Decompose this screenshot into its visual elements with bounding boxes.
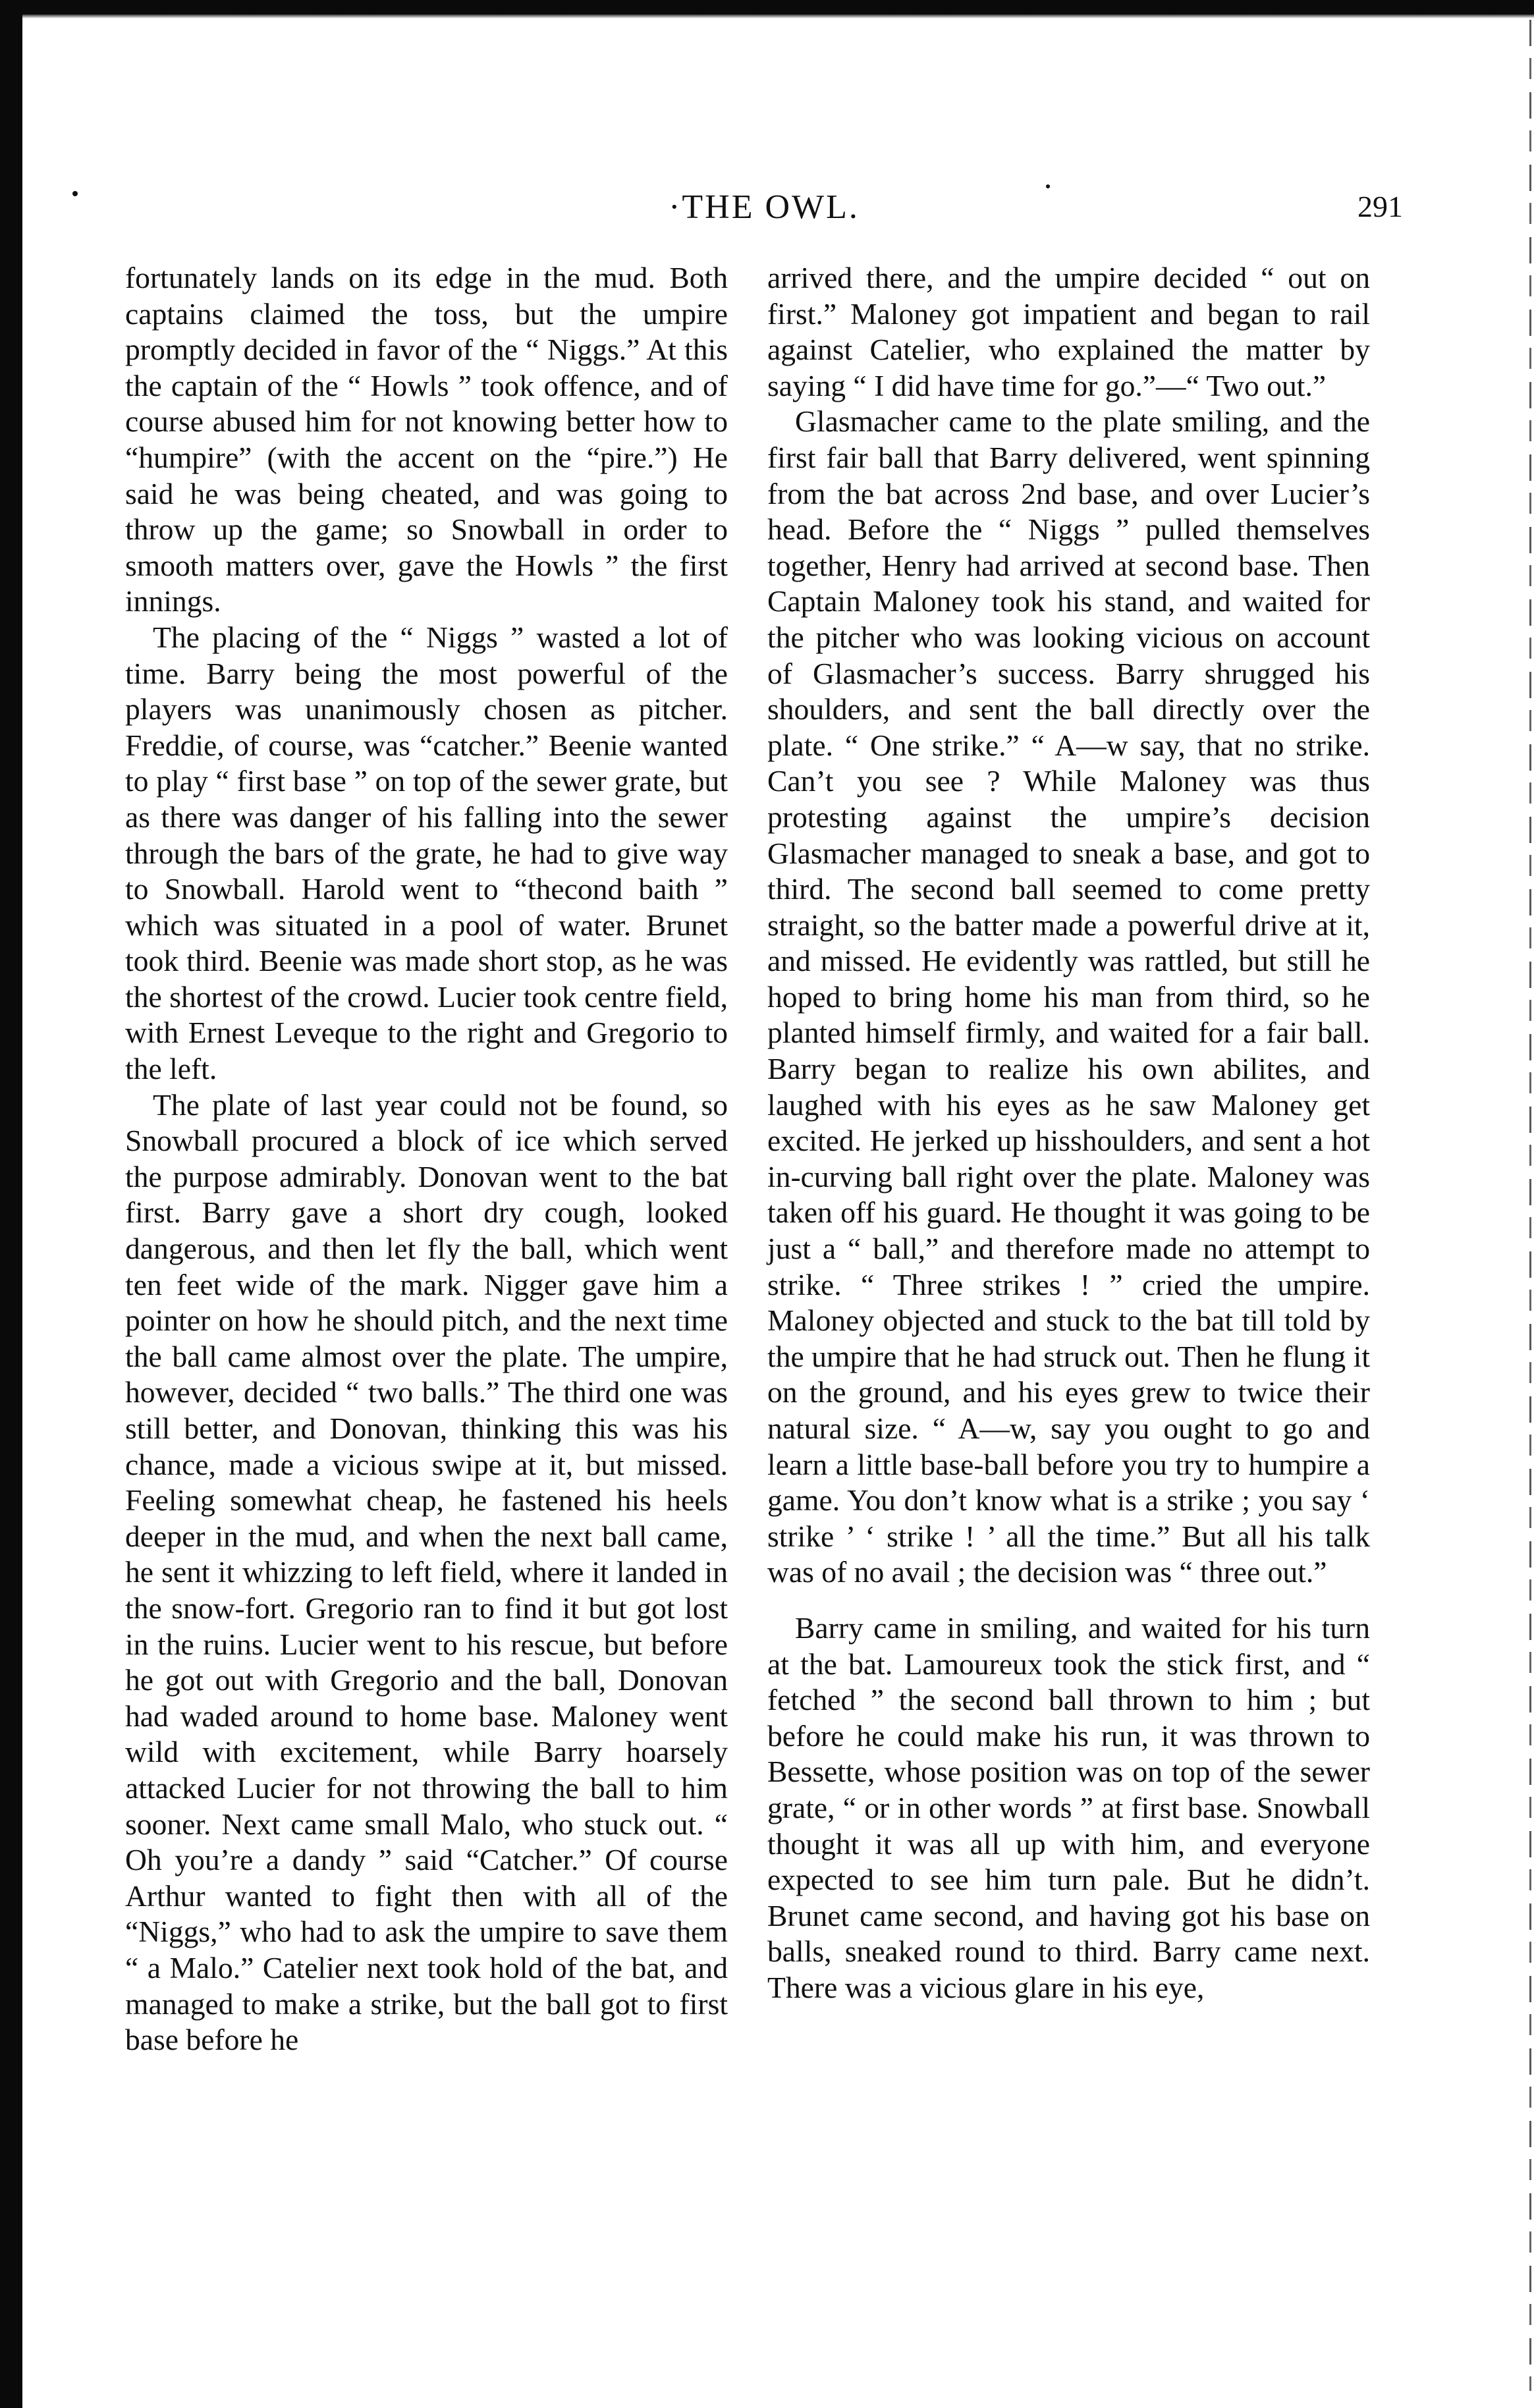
scan-border-right: [1529, 20, 1531, 2391]
running-title: ·THE OWL.: [669, 188, 860, 226]
page-header: [125, 188, 1403, 234]
scan-border-shadow: [0, 14, 1534, 18]
paragraph: The placing of the “ Niggs ” wasted a lot of time. Barry being the most powerful of the players was unanimously chosen as pitcher. Freddie, of course, was “catcher.” Beenie wanted to play “ first base ” on top of the sewer grate, but as there was danger of his falling into the sewer through the bars of the grate, he had to give way to Snowball. Harold went to “thecond baith ” which was situated in a pool of water. Brunet took third. Beenie was made short stop, as he was the shortest of the crowd. Lucier took centre field, with Ernest Leveque to the right and Gregorio to the left.: [125, 620, 728, 1086]
paragraph: arrived there, and the umpire decided “ out on first.” Maloney got impatient and began to rail against Catelier, who explained the matter by saying “ I did have time for go.”—“ Two out.”: [767, 261, 1370, 402]
paragraph: fortunately lands on its edge in the mud. Both captains claimed the toss, but the umpire promptly decided in favor of the “ Niggs.” At this the captain of the “ Howls ” took offence, and of course abused him for not knowing better how to “humpire” (with the accent on the “pire.”) He said he was being cheated, and was going to throw up the game; so Snowball in order to smooth matters over, gave the Howls ” the first innings.: [125, 261, 728, 618]
right-column: [767, 260, 1370, 2006]
scan-border-left: [0, 0, 22, 2408]
paragraph: Barry came in smiling, and waited for his turn at the bat. Lamoureux took the stick first, and “ fetched ” the second ball thrown to him ; but before he could make his run, it was thrown to Bessette, whose position was on top of the sewer grate, “ or in other words ” at first base. Snowball thought it was all up with him, and everyone expected to see him turn pale. But he didn’t. Brunet came second, and having got his base on balls, sneaked round to third. Barry came next. There was a vicious glare in his eye,: [767, 1610, 1370, 2004]
paragraph: The plate of last year could not be found, so Snowball procured a block of ice which served the purpose admirably. Donovan went to the bat first. Barry gave a short dry cough, looked dangerous, and then let fly the ball, which went ten feet wide of the mark. Nigger gave him a pointer on how he should pitch, and the next time the ball came almost over the plate. The umpire, however, decided “ two balls.” The third one was still better, and Donovan, thinking this was his chance, made a vicious swipe at it, but missed. Feeling somewhat cheap, he fastened his heels deeper in the mud, and when the next ball came, he sent it whizzing to left field, where it landed in the snow-fort. Gregorio ran to find it but got lost in the ruins. Lucier went to his rescue, but before he got out with Gregorio and the ball, Donovan had waded around to home base. Maloney went wild with excitement, while Barry hoarsely attacked Lucier for not throwing the ball to him sooner. Next came small Malo, who stuck out. “ Oh you’re a dandy ” said “Catcher.” Of course Arthur wanted to fight then with all of the “Niggs,” who had to ask the umpire to save them “ a Malo.” Catelier next took hold of the bat, and managed to make a strike, but the ball got to first base before he: [125, 1087, 728, 2057]
page-number: 291: [1357, 190, 1403, 223]
paragraph: Glasmacher came to the plate smiling, and the first fair ball that Barry delivered, went spinning from the bat across 2nd base, and over Lucier’s head. Before the “ Niggs ” pulled themselves together, Henry had arrived at second base. Then Captain Maloney took his stand, and waited for the pitcher who was looking vicious on account of Glasmacher’s success. Barry shrugged his shoulders, and sent the ball directly over the plate. “ One strike.” “ A—w say, that no strike. Can’t you see ? While Maloney was thus protesting against the umpire’s decision Glasmacher managed to sneak a base, and got to third. The second ball seemed to come pretty straight, so the batter made a powerful drive at it, and missed. He evidently was rattled, but still he hoped to bring home his man from third, so he planted himself firmly, and waited for a fair ball. Barry began to realize his own abilites, and laughed with his eyes as he saw Maloney get excited. He jerked up hisshoulders, and sent a hot in-curving ball right over the plate. Maloney was taken off his guard. He thought it was going to be just a “ ball,” and therefore made no attempt to strike. “ Three strikes ! ” cried the umpire. Maloney objected and stuck to the bat till told by the umpire that he had struck out. Then he flung it on the ground, and his eyes grew to twice their natural size. “ A—w, say you ought to go and learn a little base-ball before you try to humpire a game. You don’t know what is a strike ; you say ‘ strike ’ ‘ strike ! ’ all the time.” But all his talk was of no avail ; the decision was “ three out.”: [767, 404, 1370, 1589]
scan-speck: [72, 191, 78, 196]
scan-border-top: [0, 0, 1534, 14]
left-column: [125, 260, 728, 2058]
